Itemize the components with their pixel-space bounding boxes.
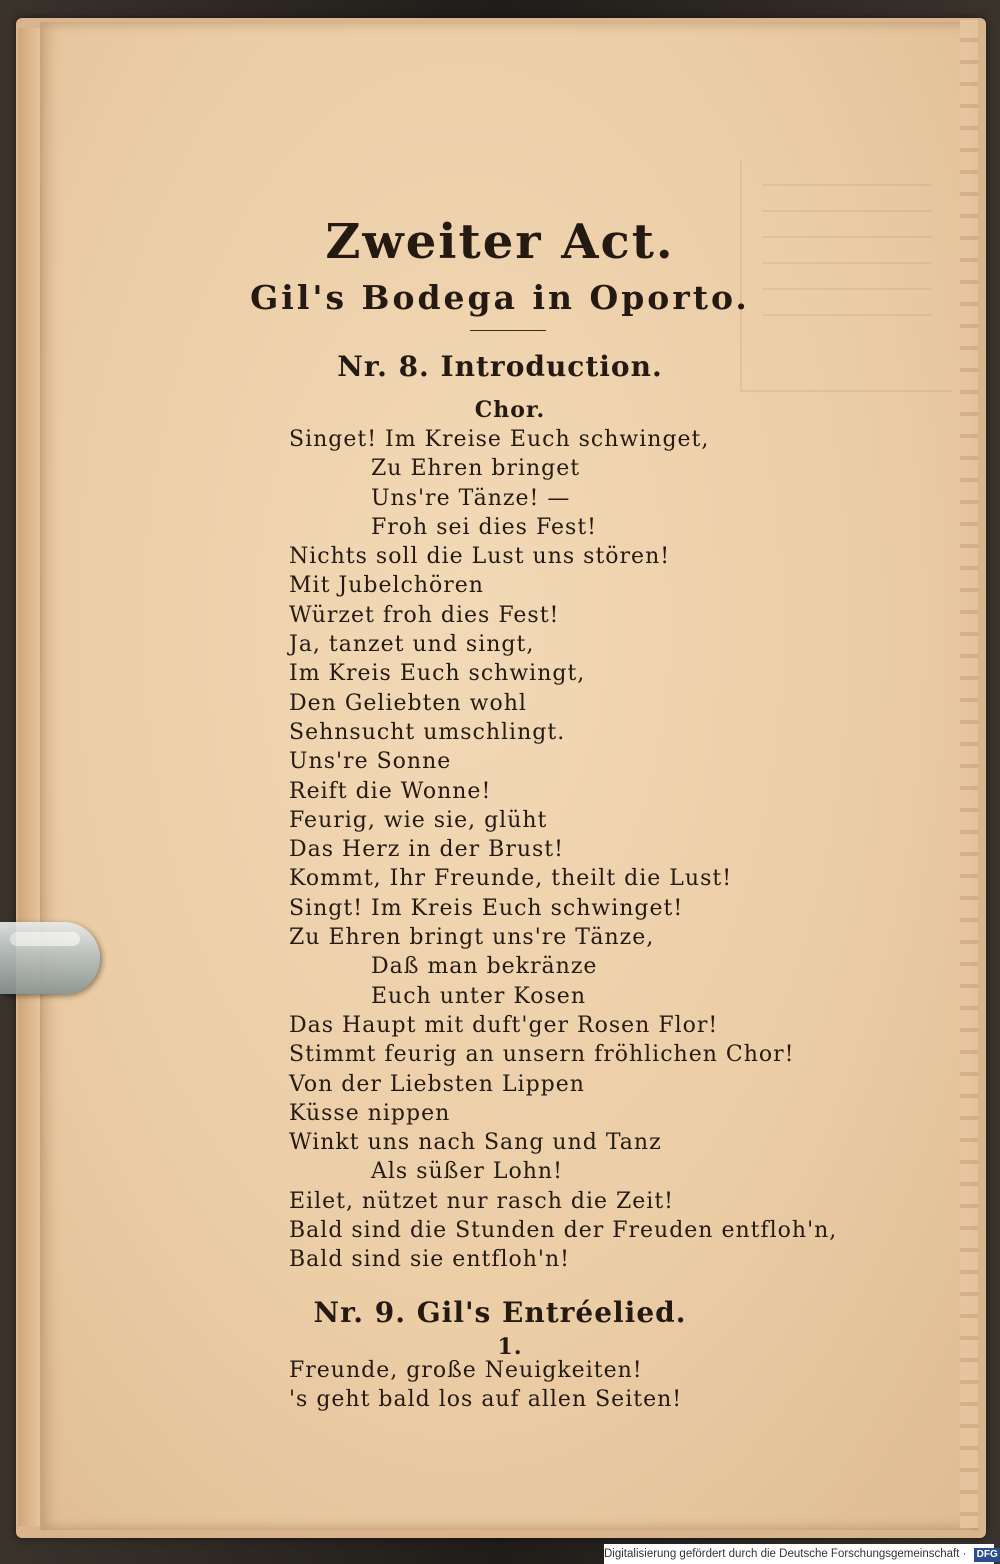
verse-line: Sehnsucht umschlingt. — [289, 719, 566, 745]
verse-line: Von der Liebsten Lippen — [289, 1071, 585, 1097]
verse-line: Freunde, große Neuigkeiten! — [289, 1358, 643, 1383]
verse-line: Den Geliebten wohl — [289, 690, 527, 716]
digitization-footer — [604, 1544, 998, 1564]
verse-line: Reift die Wonne! — [289, 778, 492, 804]
verse-line: Eilet, nützet nur rasch die Zeit! — [289, 1188, 675, 1214]
verse-number: 1. — [497, 1334, 523, 1360]
verse-line: Das Herz in der Brust! — [289, 837, 564, 863]
verse-line: Feurig, wie sie, glüht — [289, 807, 548, 833]
act-subtitle: Gil's Bodega in Oporto. — [250, 278, 750, 317]
dfg-logo: DFG — [974, 1548, 1000, 1562]
verse-line: Uns're Tänze! — — [371, 485, 571, 511]
divider-rule — [470, 330, 546, 331]
verse-line: Mit Jubelchören — [289, 573, 484, 599]
verse-line: Winkt uns nach Sang und Tanz — [289, 1130, 662, 1156]
verse-line: Würzet froh dies Fest! — [289, 602, 560, 628]
verse-line: Als süßer Lohn! — [371, 1159, 563, 1185]
verse-line: Bald sind die Stunden der Freuden entfloh'n, — [289, 1218, 838, 1244]
verse-line: 's geht bald los auf allen Seiten! — [289, 1387, 683, 1413]
verse-line: Küsse nippen — [289, 1100, 451, 1126]
role-label-chor: Chor. — [474, 397, 546, 423]
verse-line: Das Haupt mit duft'ger Rosen Flor! — [289, 1012, 719, 1038]
act-title: Zweiter Act. — [325, 214, 675, 270]
verse-line: Bald sind sie entfloh'n! — [289, 1247, 570, 1273]
section-heading-entreelied: Nr. 9. Gil's Entréelied. — [313, 1296, 687, 1329]
verse-line: Singt! Im Kreis Euch schwinget! — [289, 895, 684, 921]
section-heading-introduction: Nr. 8. Introduction. — [337, 350, 663, 383]
footer-text: Digitalisierung gefördert durch die Deutsche Forschungsgemeinschaft — [604, 1548, 960, 1560]
verse-introduction — [289, 425, 849, 1275]
verse-line: Euch unter Kosen — [371, 983, 586, 1009]
verse-line: Im Kreis Euch schwingt, — [289, 661, 586, 687]
verse-line: Kommt, Ihr Freunde, theilt die Lust! — [289, 866, 733, 892]
verse-line: Uns're Sonne — [289, 749, 452, 775]
verse-line: Singet! Im Kreise Euch schwinget, — [289, 427, 710, 452]
verse-line: Zu Ehren bringt uns're Tänze, — [289, 925, 655, 951]
verse-line: Ja, tanzet und singt, — [289, 632, 535, 658]
verse-line: Daß man bekränze — [371, 954, 598, 980]
footer-separator: · — [962, 1548, 967, 1560]
verse-entreelied — [289, 1356, 849, 1415]
verse-line: Nichts soll die Lust uns stören! — [289, 544, 671, 570]
verse-line: Froh sei dies Fest! — [371, 514, 598, 540]
verse-line: Zu Ehren bringet — [371, 456, 581, 482]
verse-line: Stimmt feurig an unsern fröhlichen Chor! — [289, 1042, 795, 1068]
